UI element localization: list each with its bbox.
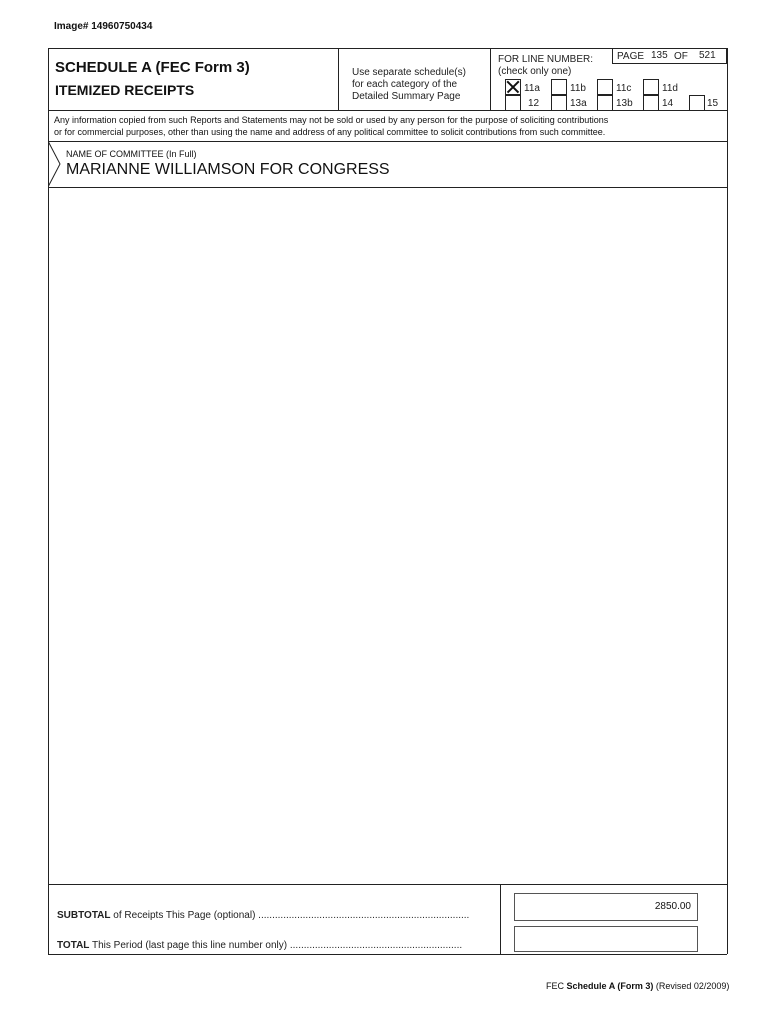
total-label: TOTAL This Period (last page this line number only) .............................................................. [57, 940, 463, 951]
line-12-label: 12 [528, 98, 540, 109]
instructions-line-1: Use separate schedule(s) [352, 67, 466, 78]
form-right-border [727, 48, 728, 954]
totals-top-border [48, 884, 727, 885]
total-field[interactable] [514, 926, 698, 952]
line-11d-checkbox[interactable] [643, 79, 659, 95]
line-15-checkbox[interactable] [689, 95, 705, 111]
instructions-line-3: Detailed Summary Page [352, 91, 461, 102]
line-11c-label: 11c [616, 83, 632, 94]
line-11b-checkbox[interactable] [551, 79, 567, 95]
subtotal-value: 2850.00 [654, 901, 691, 912]
line-13b-checkbox[interactable] [597, 95, 613, 111]
committee-bottom-border [48, 187, 727, 188]
disclaimer-line-1: Any information copied from such Reports and Statements may not be sold or used by any person for the purpose of soliciting contributions [54, 115, 609, 125]
schedule-subtitle: ITEMIZED RECEIPTS [55, 82, 195, 98]
for-line-number-label: FOR LINE NUMBER: [498, 54, 594, 65]
disclaimer-line-2: or for commercial purposes, other than using the name and address of any political committee to solicit contributions from such committee. [54, 127, 606, 137]
form-bottom-border [48, 954, 727, 955]
committee-chevron-icon [48, 141, 62, 187]
instructions-line-2: for each category of the [352, 79, 458, 90]
line-11b-label: 11b [570, 83, 586, 94]
line-13a-label: 13a [570, 98, 587, 109]
page-of-label: OF [674, 51, 688, 62]
line-12-checkbox[interactable] [505, 95, 521, 111]
line-11a-label: 11a [524, 83, 540, 94]
image-id: Image# 14960750434 [54, 21, 153, 32]
line-13b-label: 13b [616, 98, 633, 109]
line-14-label: 14 [662, 98, 674, 109]
committee-name: MARIANNE WILLIAMSON FOR CONGRESS [66, 161, 390, 178]
page-label: PAGE [617, 51, 645, 62]
page-total: 521 [699, 50, 716, 61]
page-number: 135 [651, 50, 668, 61]
committee-label: NAME OF COMMITTEE (In Full) [66, 149, 197, 159]
header-divider-1 [338, 48, 339, 110]
header-divider-2 [490, 48, 491, 110]
line-11a-checkbox[interactable] [505, 79, 521, 95]
line-11c-checkbox[interactable] [597, 79, 613, 95]
line-13a-checkbox[interactable] [551, 95, 567, 111]
schedule-title: SCHEDULE A (FEC Form 3) [55, 59, 250, 76]
header-bottom-border [48, 110, 727, 111]
subtotal-field[interactable] [514, 893, 698, 921]
subtotal-label: SUBTOTAL of Receipts This Page (optional) ............................................................................ [57, 910, 470, 921]
line-14-checkbox[interactable] [643, 95, 659, 111]
form-footer: FEC Schedule A (Form 3) (Revised 02/2009) [546, 981, 730, 991]
check-only-one-label: (check only one) [498, 66, 572, 77]
disclaimer-bottom-border [48, 141, 727, 142]
line-11d-label: 11d [662, 83, 678, 94]
line-15-label: 15 [707, 98, 719, 109]
totals-divider [500, 884, 501, 954]
